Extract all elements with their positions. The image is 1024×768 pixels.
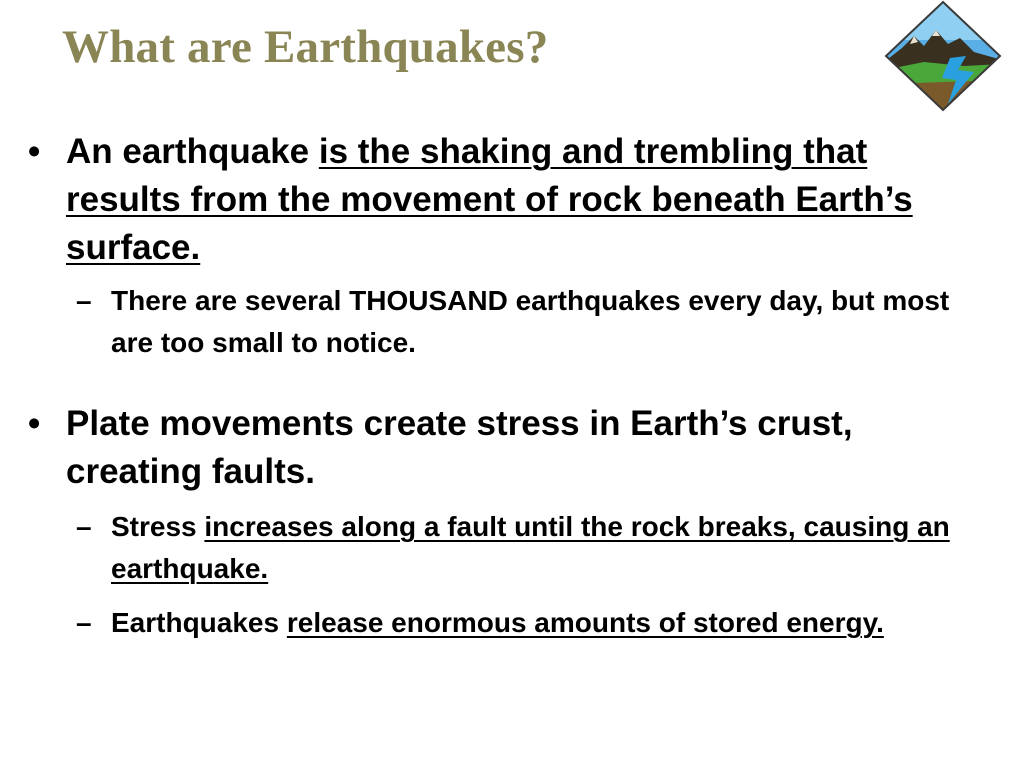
- subbullet-text-plain: There are several THOUSAND earthquakes every day, but most are too small to notice.: [111, 285, 950, 358]
- bullet-plate-movements: [0, 400, 1024, 496]
- earthquake-logo-icon: [884, 0, 1002, 112]
- subbullet-stress-increases: [0, 506, 1024, 590]
- dash-mark: –: [76, 607, 92, 638]
- dash-mark: –: [76, 285, 92, 316]
- bullet-text-plain: Plate movements create stress in Earth’s crust, creating faults.: [66, 404, 853, 491]
- dash-mark: –: [76, 511, 92, 542]
- slide-body: [0, 128, 1024, 644]
- slide-title: What are Earthquakes?: [62, 21, 549, 73]
- subbullet-text-underlined: release enormous amounts of stored energy.: [286, 607, 884, 638]
- subbullet-thousand-earthquakes: [0, 280, 1024, 364]
- subbullet-text-underlined: increases along a fault until the rock breaks, causing an earthquake.: [111, 511, 950, 584]
- bullet-earthquake-definition: [0, 128, 1024, 272]
- bullet-mark: •: [28, 404, 41, 443]
- bullet-text-underlined: is the shaking and trembling that results from the movement of rock beneath Earth’s surface.: [66, 132, 913, 267]
- subbullet-text-plain: Stress: [111, 511, 205, 542]
- bullet-text-plain: An earthquake: [66, 132, 319, 171]
- subbullet-text-plain: Earthquakes: [111, 607, 287, 638]
- bullet-mark: •: [28, 132, 41, 171]
- subbullet-release-energy: [0, 602, 1024, 644]
